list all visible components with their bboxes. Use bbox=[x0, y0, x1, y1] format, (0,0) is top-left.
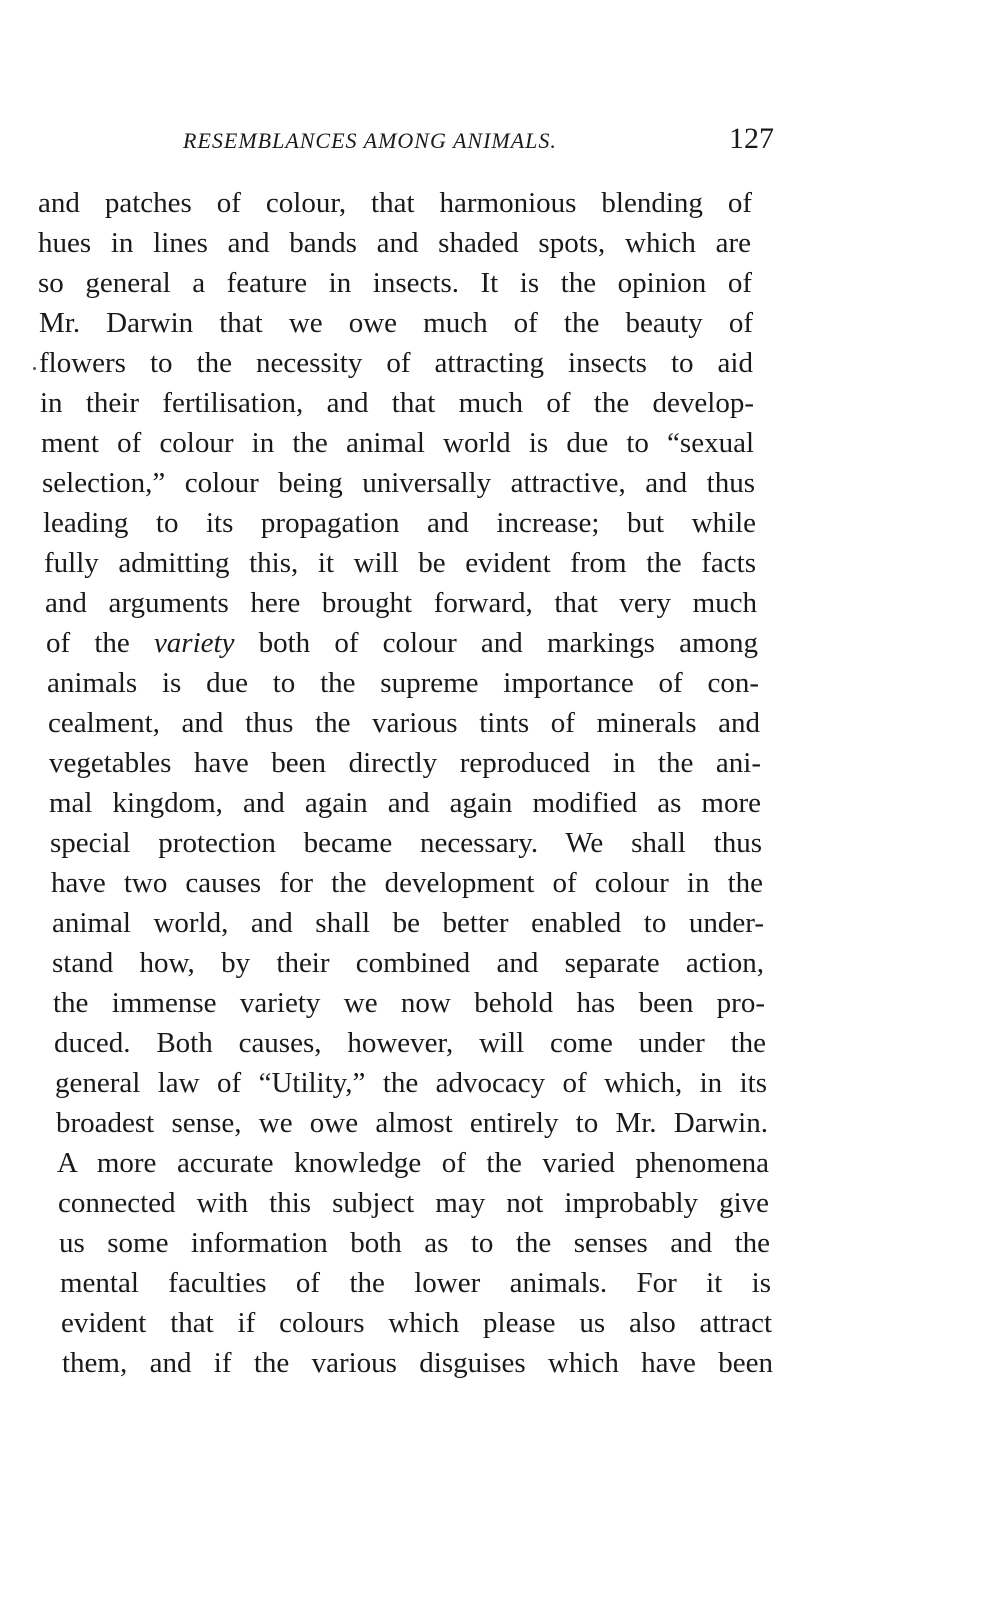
running-title: RESEMBLANCES AMONG ANIMALS. bbox=[183, 128, 557, 153]
text-line: in their fertilisation, and that much of the develop- bbox=[40, 387, 754, 419]
text-line: mal kingdom, and again and again modified as more bbox=[49, 787, 761, 819]
margin-mark bbox=[33, 367, 36, 370]
text-line: general law of “Utility,” the advocacy of which, in its bbox=[55, 1067, 767, 1099]
page-number: 127 bbox=[729, 122, 774, 155]
text-segment: of the bbox=[46, 627, 130, 659]
text-line: and patches of colour, that harmonious blending of bbox=[38, 187, 752, 219]
italic-word: variety bbox=[153, 627, 235, 659]
text-line: and arguments here brought forward, that very much bbox=[45, 587, 757, 619]
text-line: us some information both as to the senses and the bbox=[59, 1227, 770, 1259]
text-line: stand how, by their combined and separate action, bbox=[52, 947, 764, 979]
text-line: connected with this subject may not improbably give bbox=[58, 1187, 769, 1219]
text-segment: both of colour and markings among bbox=[258, 627, 759, 659]
text-line: so general a feature in insects. It is the opinion of bbox=[38, 267, 752, 299]
text-line: A more accurate knowledge of the varied phenomena bbox=[57, 1147, 769, 1179]
text-line: animals is due to the supreme importance of con- bbox=[47, 667, 759, 699]
text-line: Mr. Darwin that we owe much of the beauty of bbox=[39, 307, 753, 339]
text-line: cealment, and thus the various tints of minerals and bbox=[48, 707, 760, 739]
text-line: them, and if the various disguises which have been bbox=[62, 1347, 773, 1379]
text-line: broadest sense, we owe almost entirely to Mr. Darwin. bbox=[56, 1107, 768, 1139]
text-line: duced. Both causes, however, will come under the bbox=[54, 1027, 766, 1059]
text-line: the immense variety we now behold has been pro- bbox=[53, 987, 765, 1019]
text-line: have two causes for the development of colour in the bbox=[51, 867, 763, 899]
text-line: hues in lines and bands and shaded spots, which are bbox=[38, 227, 751, 259]
text-line: animal world, and shall be better enabled to under- bbox=[52, 907, 764, 939]
text-line: special protection became necessary. We shall thus bbox=[50, 827, 762, 859]
running-head bbox=[0, 122, 1000, 162]
text-line: ment of colour in the animal world is due to “sexual bbox=[41, 427, 754, 459]
text-line: flowers to the necessity of attracting insects to aid bbox=[39, 347, 753, 379]
text-line-with-italic bbox=[46, 623, 758, 663]
text-line: vegetables have been directly reproduced in the ani- bbox=[49, 747, 761, 779]
text-line: selection,” colour being universally attractive, and thus bbox=[42, 467, 755, 499]
text-line: evident that if colours which please us also attract bbox=[61, 1307, 772, 1339]
text-line: mental faculties of the lower animals. For it is bbox=[60, 1267, 771, 1299]
text-line: fully admitting this, it will be evident from the facts bbox=[44, 547, 756, 579]
text-line: leading to its propagation and increase; but while bbox=[43, 507, 756, 539]
